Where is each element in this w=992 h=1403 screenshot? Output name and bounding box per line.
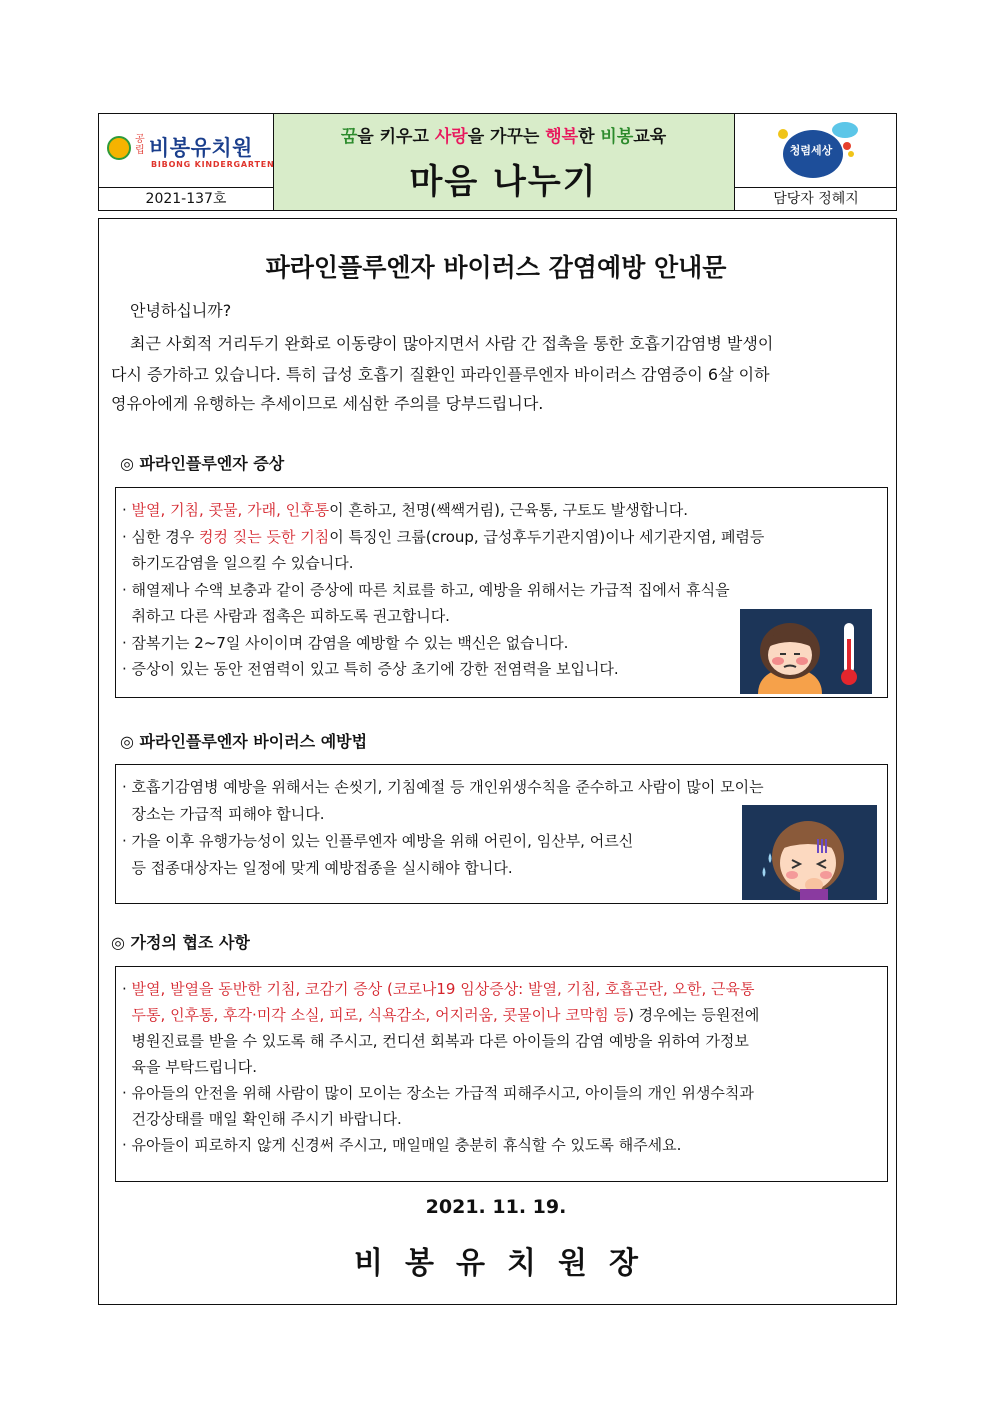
newsletter-header	[98, 113, 897, 211]
list-line	[122, 630, 568, 656]
signature: 비봉유치원장	[354, 1246, 660, 1281]
text-run: 발열, 기침, 콧물, 가래, 인후통	[131, 501, 330, 519]
intro-line-3: 영유아에게 유행하는 추세이므로 세심한 주의를 당부드립니다.	[111, 394, 544, 413]
slogan-part: 사랑	[434, 127, 468, 147]
text-run: 컹컹 짖는 듯한 기침	[199, 527, 330, 546]
section-heading-prevention: ◎ 파라인플루엔자 바이러스 예방법	[120, 732, 368, 751]
text-run: · 가을 이후 유행가능성이 있는 인플루엔자 예방을 위해 어린이, 임산부, 어르신	[122, 832, 634, 850]
section-heading-cooperation: ◎ 가정의 협조 사항	[111, 933, 250, 952]
text-run: 등 접종대상자는 일정에 맞게 예방접종을 실시해야 합니다.	[122, 859, 513, 877]
text-run: · 잠복기는 2~7일 사이이며 감염을 예방할 수 있는 백신은 없습니다.	[122, 633, 569, 652]
intro-line-2: 다시 증가하고 있습니다. 특히 급성 호흡기 질환인 파라인플루엔자 바이러스 감염증이 6살 이하	[111, 365, 770, 384]
list-line	[122, 524, 764, 550]
logo-mark-icon	[107, 136, 131, 160]
slogan-part: 행복	[545, 127, 579, 147]
slogan-part: 을 가꾸는	[467, 127, 546, 147]
list-line	[122, 1002, 759, 1028]
text-run: 두통, 인후통, 후각·미각 소실, 피로, 식욕감소, 어지러움, 콧물이나 코막힘 등	[131, 1006, 629, 1024]
slogan-part: 한	[578, 127, 601, 147]
text-run: 이 특징인 크룹(croup, 급성후두기관지염)이나 세기관지염, 폐렴등	[329, 527, 765, 546]
document-number: 2021-137호	[145, 191, 227, 207]
sick-child-cough-icon	[742, 805, 877, 900]
list-line	[122, 550, 353, 576]
newsletter-title: 마음 나누기	[409, 162, 598, 202]
list-line	[122, 577, 730, 603]
list-line	[122, 497, 688, 523]
list-line	[122, 801, 325, 827]
text-run: · 유아들이 피로하지 않게 신경써 주시고, 매일매일 충분히 휴식할 수 있도록 해주세요.	[122, 1136, 682, 1154]
list-line	[122, 855, 513, 881]
text-run: 장소는 가급적 피해야 합니다.	[122, 805, 325, 823]
greeting: 안녕하십니까?	[130, 301, 232, 320]
list-line	[122, 828, 633, 854]
logo-small-text: 공립	[135, 134, 145, 156]
text-run: · 호흡기감염병 예방을 위해서는 손씻기, 기침예절 등 개인위생수칙을 준수하고 사람이 많이 모이는	[122, 778, 764, 796]
list-line	[122, 1106, 402, 1132]
text-run: · 해열제나 수액 보충과 같이 증상에 따른 치료를 하고, 예방을 위해서는 가급적 집에서 휴식을	[122, 580, 730, 599]
section-heading-symptoms: ◎ 파라인플루엔자 증상	[120, 454, 285, 473]
text-run: · 유아들의 안전을 위해 사람이 많이 모이는 장소는 가급적 피해주시고, 아이들의 개인 위생수칙과	[122, 1084, 754, 1102]
text-run: 하기도감염을 일으킬 수 있습니다.	[122, 554, 354, 572]
list-line	[122, 656, 619, 682]
kindergarten-logo	[105, 122, 275, 182]
slogan-part: 비봉	[600, 127, 634, 147]
sick-child-fever-icon	[740, 609, 872, 694]
list-line	[122, 976, 755, 1002]
list-line	[122, 603, 450, 629]
list-line	[122, 1080, 754, 1106]
text-run: 취하고 다른 사람과 접촉은 피하도록 권고합니다.	[122, 607, 450, 625]
text-run: ·	[122, 501, 132, 519]
slogan	[273, 122, 734, 147]
text-run: ) 경우에는 등원전에	[628, 1006, 760, 1024]
emblem-text: 청렴세상	[789, 144, 833, 157]
integrity-emblem-icon	[767, 118, 863, 184]
text-run: · 심한 경우	[122, 527, 200, 546]
text-run: 육을 부탁드립니다.	[122, 1058, 257, 1076]
slogan-part: 교육	[633, 127, 667, 147]
list-line	[122, 1028, 749, 1054]
text-run	[122, 1006, 132, 1024]
slogan-part: 을 키우고	[357, 127, 435, 147]
list-line	[122, 1132, 681, 1158]
slogan-part: 꿈	[340, 127, 358, 147]
text-run: 이 흔하고, 천명(쌕쌕거림), 근육통, 구토도 발생합니다.	[329, 501, 689, 519]
text-run: 발열, 발열을 동반한 기침, 코감기 증상 (코로나19 임상증상: 발열, 기침, 호흡곤란, 오한, 근육통	[131, 980, 755, 998]
issue-date: 2021. 11. 19.	[425, 1196, 567, 1218]
text-run: ·	[122, 980, 132, 998]
text-run: 건강상태를 매일 확인해 주시기 바랍니다.	[122, 1110, 402, 1128]
logo-name: 비봉유치원	[149, 136, 253, 160]
text-run: 병원진료를 받을 수 있도록 해 주시고, 컨디션 회복과 다른 아이들의 감염 예방을 위하여 가정보	[122, 1032, 749, 1050]
text-run: · 증상이 있는 동안 전염력이 있고 특히 증상 초기에 강한 전염력을 보입니다.	[122, 660, 619, 678]
intro-line-1: 최근 사회적 거리두기 완화로 이동량이 많아지면서 사람 간 접촉을 통한 호흡기감염병 발생이	[130, 334, 774, 353]
document-title: 파라인플루엔자 바이러스 감염예방 안내문	[265, 253, 727, 282]
list-line	[122, 1054, 257, 1080]
logo-english: BIBONG KINDERGARTEN	[151, 160, 275, 169]
list-line	[122, 774, 764, 800]
manager-name: 담당자 정혜지	[773, 191, 859, 207]
